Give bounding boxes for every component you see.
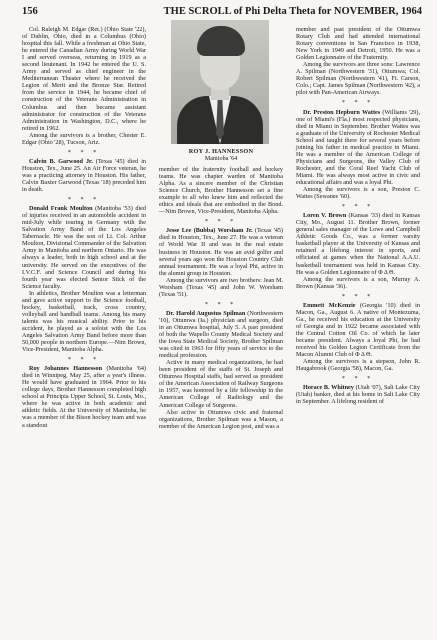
paragraph-text: (Georgia '10) died in Macon, Ga., August 6. A native of Montezuma, Ga., he received his education at the University of Georgia and in 1922 became associated with the Central Cotton Oil Co. of which he later became president. Always a loyal Phi, he had received his Golden Legion Certificate from the Macon Alumni Club of Φ Δ Θ.	[296, 301, 420, 359]
obituary-name: Calvin B. Garwood Jr.	[29, 157, 93, 165]
obituary-paragraph	[296, 26, 420, 61]
caption-chapter: Manitoba '64	[204, 155, 238, 162]
obituary-paragraph	[159, 310, 283, 359]
obituary-paragraph	[22, 26, 146, 132]
obituary-name: Roy Johannes Hannesson	[29, 365, 103, 373]
paragraph-text: Among the survivors is a brother, Chester E. Edgar (Ohio '28), Tucson, Ariz.	[22, 131, 146, 146]
paragraph-text: (Manitoba '64) died in Winnipeg, May 25, after a year's illness. He would have graduated in 1964. Prior to his college days, Brother Hannesson completed high school at Principia Upper School, St. Louis, Mo., where he was active in both academic and athletic fields. At the University of Manitoba, he was a member of the Bison hockey team and was a standout	[22, 365, 146, 429]
column-middle	[159, 166, 283, 430]
paragraph-text: (Utah '07), Salt Lake City (Utah) banker, died at his home in Salt Lake City in September. A lifelong resident of	[296, 384, 420, 406]
obituary-paragraph	[296, 302, 420, 358]
section-divider: * * *	[204, 218, 238, 226]
obituary-paragraph	[159, 359, 283, 408]
paragraph-text: Among the survivors is a son, Murray A. Brown (Kansas '36).	[296, 275, 420, 290]
paragraph-text: (Texas '45) died in Houston, Tex., June 27. He was a veteran of World War II and was in the real estate business in Houston. He was an avid golfer and several years ago won the Houston Country Club annual tournament. He was a loyal Phi, active in the alumni group in Houston.	[159, 227, 283, 277]
obituary-paragraph	[22, 290, 146, 353]
obituary-paragraph	[296, 61, 420, 96]
obituary-paragraph	[296, 212, 420, 275]
page-number: 156	[22, 6, 38, 17]
paragraph-text: In athletics, Brother Moulton was a letterman and gave active support to the Science football, hockey, basketball, track, cross country, volleyball and handball teams. Among his many talents was his musical ability. Prior to his accident, he played as a soloist with the Los Angeles Salvation Army Band before more than 50,000 people in northern Europe.—Nim Brown, Vice-President, Manitoba Alpha.	[22, 289, 146, 354]
section-divider: * * *	[67, 356, 101, 364]
paragraph-text: Among the survivors is a son, Preston C. Wattes (Sewanee '60).	[296, 186, 420, 201]
paragraph-text: (Northwestern '10), Ottumwa (Ia.) physician and surgeon, died in an Ottumwa hospital, July 5. A past president of both the Wapello County Medical Society and the Iowa State Medical Society, Brother Spilman was cited in 1963 for fifty years of service to the medical profession.	[159, 309, 283, 360]
column-left	[22, 26, 146, 429]
obituary-paragraph	[296, 384, 420, 405]
section-divider: * * *	[341, 99, 375, 107]
obituary-name: Dr. Harold Augustus Spilman	[166, 309, 246, 317]
section-divider: * * *	[204, 300, 238, 308]
paragraph-text: Among the survivors is a stepson, John R. Haugabrook (Georgia '58), Macon, Ga.	[296, 358, 420, 373]
obituary-paragraph	[296, 358, 420, 372]
obituary-paragraph	[159, 409, 283, 430]
obituary-paragraph	[159, 166, 283, 215]
obituary-name: Donald Frank Moulton	[29, 205, 93, 213]
paragraph-text: member of the fraternity football and hockey teams. He was chapter warden of Manitoba Alpha. As a sincere member of the Christian Science Church, Brother Hannesson set a fine example to all who knew him and reflected the ethics and ideals that are embodied in the Bond.—Nim Brown, Vice-President, Manitoba Alpha.	[159, 166, 283, 216]
paragraph-text: (Williams '29), one of Miami's (Fla.) most respected physicians, died in Miami in September. Brother Wattes was a graduate of the University of Rochester Medical School and taught there for several years before joining his father in medical practice in Miami. He was a member of the American College of Physicians and Surgeons, the Valley Club of Rochester, and the Coral Reef Yacht Club of Miami. He was always most active in civic and educational affairs and was a loyal Phi.	[296, 108, 421, 186]
paragraph-text: member and past president of the Ottumwa Rotary Club and had attended international Rotary conventions in San Francisco in 1938, New York in 1949 and Detroit, 1950. He was a Golden Legionnaire of the Fraternity.	[296, 26, 420, 62]
caption-name: ROY J. HANNESSON	[188, 148, 254, 155]
obituary-paragraph	[22, 365, 146, 428]
column-right	[296, 26, 420, 405]
obituary-paragraph	[296, 109, 420, 187]
obituary-paragraph	[159, 277, 283, 298]
paragraph-text: Among the survivors are two brothers: Jean M. Worsham (Texas '45) and John W. Worsham (Texas '51).	[159, 276, 283, 298]
paragraph-text: Active in many medical organizations, he had been president of the staffs of St. Joseph and Ottumwa Hospital staffs, had served as president of the American Association of Railway Surgeons in 1957, was honored by a life fellowship in the American College of Radiology and the American College of Surgeons.	[159, 359, 283, 409]
obituary-name: Dr. Preston Hepburn Wattes	[303, 108, 381, 116]
obituary-name: Loren V. Brown	[303, 212, 347, 220]
obituary-name: Horace B. Whitney	[303, 384, 354, 392]
portrait-photo	[171, 20, 269, 144]
obituary-paragraph	[296, 276, 420, 290]
paragraph-text: (Texas '45) died in Houston, Tex., June 25. An Air Force veteran, he was a practicing attorney in Houston. His father, Calvin Baxter Garwood (Texas '18) preceded him in death.	[22, 157, 147, 194]
obituary-paragraph	[296, 186, 420, 200]
running-title: THE SCROLL of Phi Delta Theta for NOVEMBER, 1964	[163, 6, 422, 17]
obituary-paragraph	[22, 132, 146, 146]
paragraph-text: Col. Raleigh M. Edgar (Ret.) (Ohio State '22), of Dublin, Ohio, died in a Columbus (Ohio) hospital this fall. While a freshman at Ohio State, he entered the Canadian Army during World War I and served overseas, returning in 1919 as a second lieutenant. In 1942 he entered the U. S. Army and served as chief engineer in the Mediterranean Theater where he received the Legion of Merit and the Bronze Star. Retired from the service in 1944, he became chief of construction of the Veterans Administration in Columbus and then became assistant administrator for construction of the Veterans Administration in Washington, D.C., where he retired in 1962.	[22, 26, 146, 132]
paragraph-text: (Kansas '33) died in Kansas City, Mo., August 11. Brother Brown, former general sales manager of the Lowe and Campbell Athletic Goods Co., was a former varsity basketball player at the University of Kansas and retained a lifelong interest in sports, and officiated at games when the National A.A.U. basketball tournament was held in Kansas City. He was a Golden Legionnaire of Φ Δ Θ.	[296, 212, 420, 276]
section-divider: * * *	[341, 375, 375, 383]
obituary-paragraph	[159, 227, 283, 276]
obituary-paragraph	[22, 205, 146, 290]
paragraph-text: Also active in Ottumwa civic and fraternal organizations, Brother Spilman was a Mason, a member of the American Legion post, and was a	[159, 408, 283, 430]
obituary-name: Jesse Lee (Bubba) Worsham Jr.	[166, 227, 253, 235]
section-divider: * * *	[67, 148, 101, 156]
obituary-name: Emmett McKenzie	[303, 301, 356, 309]
section-divider: * * *	[341, 292, 375, 300]
obituary-paragraph	[22, 158, 146, 193]
paragraph-text: (Manitoba '53) died of injuries received in an automobile accident in mid-July while touring in Germany with the Salvation Army Band of the Los Angeles Tabernacle. He was the son of Lt. Col. Arthur Moulton, Divisional Commander of the Salvation Army in Manitoba and northern Ontario. He was always a leader, both in high school and at the university. He served on the executives of the I.V.C.F. and Science Council and during his fourth year was elected Senior Stick of the Science faculty.	[22, 205, 147, 290]
section-divider: * * *	[67, 196, 101, 204]
section-divider: * * *	[341, 203, 375, 211]
photo-caption	[159, 148, 283, 162]
paragraph-text: Among the survivors are three sons: Lawrence A. Spilman (Northwestern '31), Ottumwa; Col. Robert Spilman (Northwestern '41), Ft. Carson, Colo.; Capt. James Spilman (Northwestern '42), a pilot with Pan-American Airways.	[296, 61, 420, 97]
